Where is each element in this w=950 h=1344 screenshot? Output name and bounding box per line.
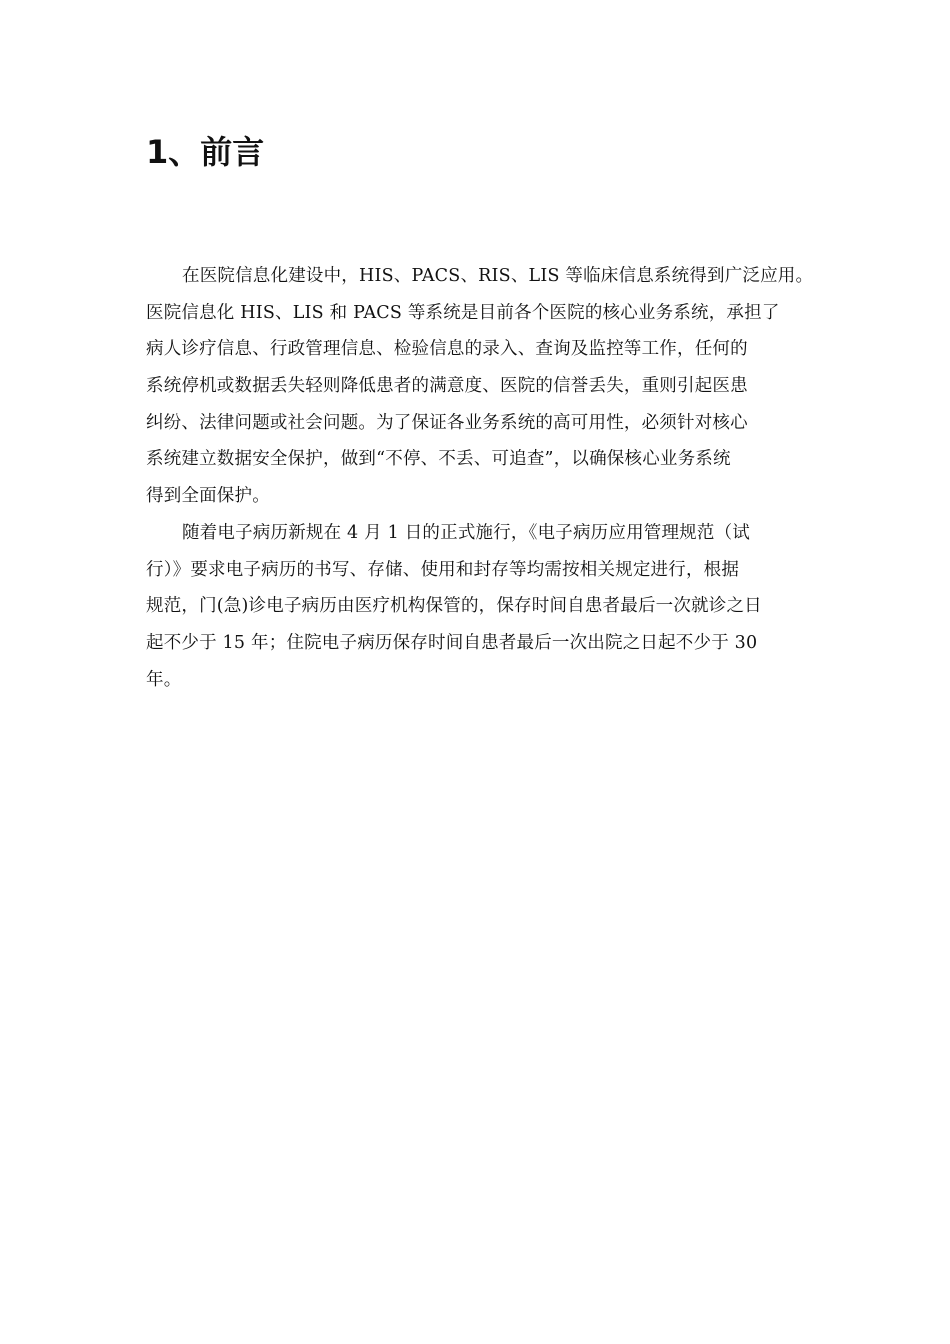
paragraph-line: 规范，门(急)诊电子病历由医疗机构保管的，保存时间自患者最后一次就诊之日	[146, 596, 762, 617]
body-text	[146, 258, 814, 698]
paragraph-line: 随着电子病历新规在 4 月 1 日的正式施行，《电子病历应用管理规范（试	[182, 522, 750, 543]
paragraph-line: 纠纷、法律问题或社会问题。为了保证各业务系统的高可用性，必须针对核心	[146, 412, 748, 433]
paragraph-line: 年。	[146, 669, 182, 690]
paragraph-line: 医院信息化 HIS、LIS 和 PACS 等系统是目前各个医院的核心业务系统，承担了	[146, 302, 780, 323]
paragraph-line: 得到全面保护。	[146, 486, 270, 507]
paragraph-intro	[146, 258, 814, 515]
paragraph-line: 起不少于 15 年；住院电子病历保存时间自患者最后一次出院之日起不少于 30	[146, 632, 758, 653]
paragraph-line: 病人诊疗信息、行政管理信息、检验信息的录入、查询及监控等工作，任何的	[146, 339, 748, 360]
paragraph-regulation	[146, 515, 811, 698]
paragraph-line: 系统停机或数据丢失轻则降低患者的满意度、医院的信誉丢失，重则引起医患	[146, 376, 748, 397]
paragraph-line: 行）》要求电子病历的书写、存储、使用和封存等均需按相关规定进行，根据	[146, 559, 740, 580]
paragraph-line: 系统建立数据安全保护，做到“不停、不丢、可追查”，以确保核心业务系统	[146, 449, 731, 470]
paragraph-line: 在医院信息化建设中，HIS、PACS、RIS、LIS 等临床信息系统得到广泛应用。	[182, 266, 814, 286]
section-heading: 1、前言	[146, 133, 265, 171]
